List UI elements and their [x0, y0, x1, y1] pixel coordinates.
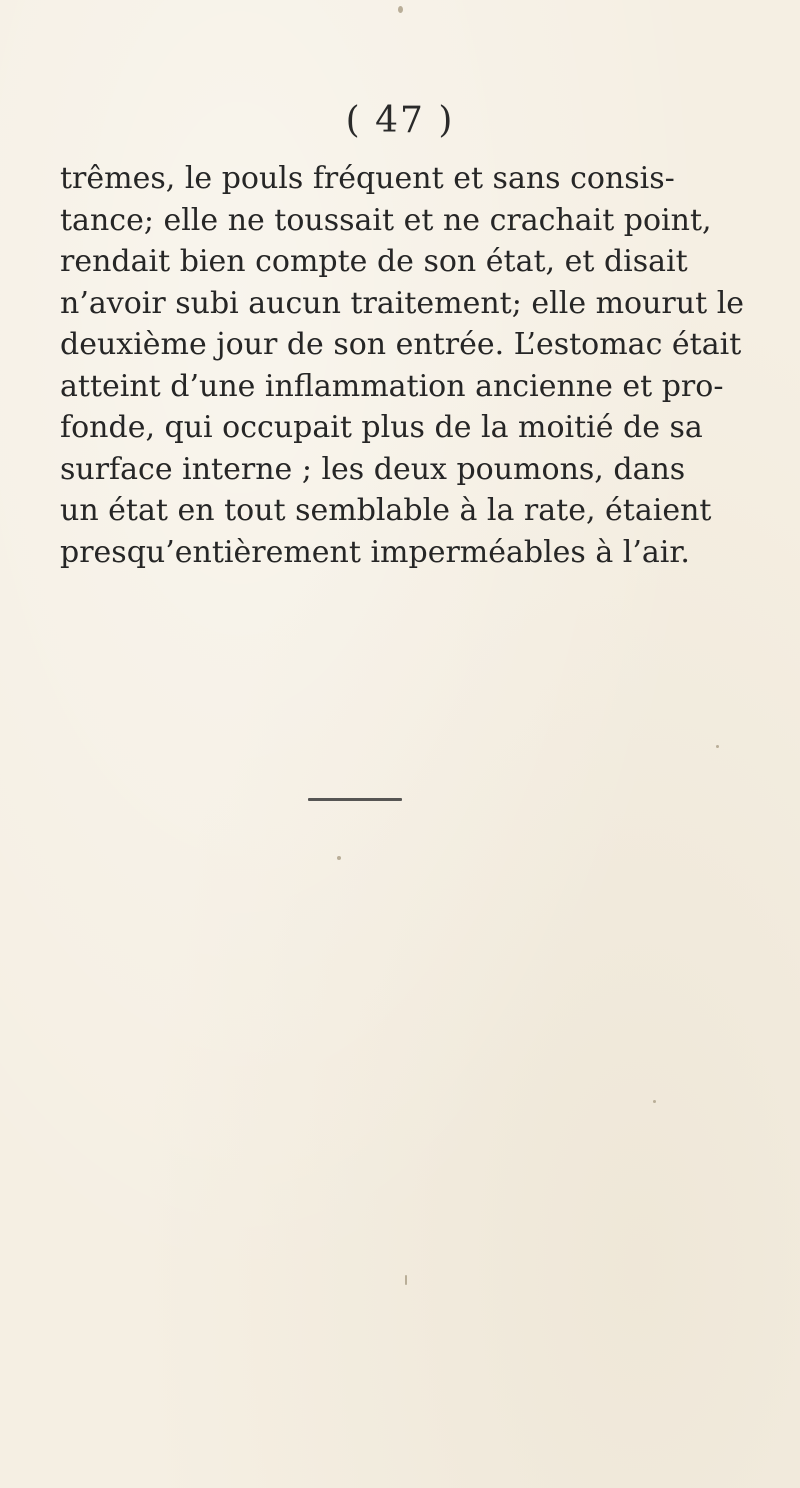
text-line: n’avoir subi aucun traitement; elle mourut le [60, 285, 745, 321]
paper-speck [716, 745, 719, 748]
text-line: fonde, qui occupait plus de la moitié de sa [60, 410, 703, 445]
text-line: deuxième jour de son entrée. L’estomac était [60, 327, 742, 362]
paper-speck [337, 856, 341, 860]
page-number: ( 47 ) [345, 100, 455, 141]
text-line: tance; elle ne toussait et ne crachait point, [60, 202, 712, 238]
body-text [60, 158, 745, 573]
text-line: un état en tout semblable à la rate, étaient [60, 493, 712, 528]
paper-speck [653, 1100, 656, 1103]
text-line: presqu’entièrement imperméables à l’air. [60, 534, 690, 570]
text-line: surface interne ; les deux poumons, dans [60, 451, 686, 487]
text-line: trêmes, le pouls fréquent et sans consis- [60, 161, 675, 196]
text-line: atteint d’une inflammation ancienne et pro- [60, 368, 724, 404]
paper-speck [405, 1275, 407, 1285]
section-divider [308, 798, 402, 801]
paper-speck [398, 6, 403, 13]
text-line: rendait bien compte de son état, et disait [60, 244, 688, 279]
